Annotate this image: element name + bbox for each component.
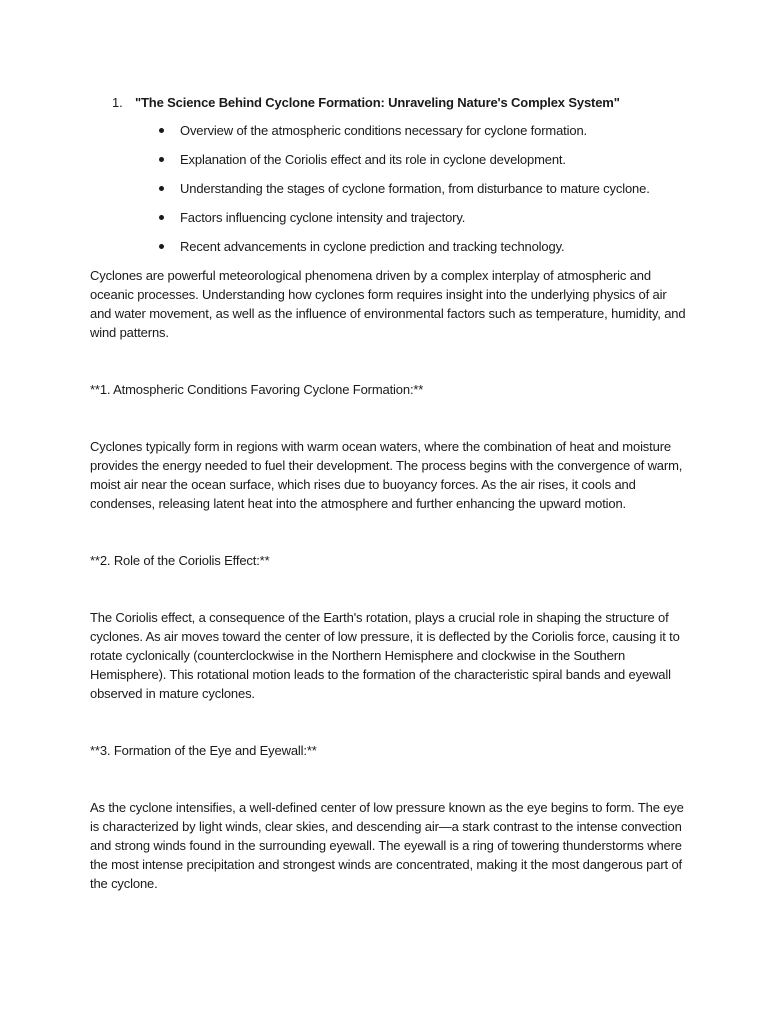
bullet-text: Understanding the stages of cyclone formation, from disturbance to mature cyclone. — [180, 181, 650, 196]
bullet-item — [158, 179, 690, 198]
section-paragraph: Cyclones typically form in regions with warm ocean waters, where the combination of heat and moisture provides the energy needed to fuel their development. The process begins with the convergence of warm, moist air near the ocean surface, which rises due to buoyancy forces. As the air rises, it cools and condenses, releasing latent heat into the atmosphere and further enhancing the upward motion. — [90, 439, 683, 511]
outline-item — [112, 93, 690, 112]
bullet-text: Factors influencing cyclone intensity and trajectory. — [180, 210, 466, 225]
bullet-item — [158, 237, 690, 256]
section-heading: **3. Formation of the Eye and Eyewall:** — [90, 743, 317, 758]
bullet-item — [158, 208, 690, 227]
bullet-item — [158, 121, 690, 140]
outline-bullet-list — [158, 121, 690, 256]
bullet-text: Explanation of the Coriolis effect and its role in cyclone development. — [180, 152, 566, 167]
section-heading: **1. Atmospheric Conditions Favoring Cyclone Formation:** — [90, 382, 424, 397]
bullet-text: Overview of the atmospheric conditions necessary for cyclone formation. — [180, 123, 587, 138]
section-paragraph: The Coriolis effect, a consequence of the Earth's rotation, plays a crucial role in shaping the structure of cyclones. As air moves toward the center of low pressure, it is deflected by the Coriolis force, causing it to rotate cyclonically (counterclockwise in the Northern Hemisphere and clockwise in the Southern Hemisphere). This rotational motion leads to the formation of the characteristic spiral bands and eyewall observed in mature cyclones. — [90, 610, 680, 701]
intro-paragraph: Cyclones are powerful meteorological phenomena driven by a complex interplay of atmospheric and oceanic processes. Understanding how cyclones form requires insight into the underlying physics of air and water movement, as well as the influence of environmental factors such as temperature, humidity, and wind patterns. — [90, 268, 686, 340]
outline-number: 1. — [112, 95, 123, 110]
bullet-icon — [158, 121, 180, 140]
bullet-icon — [158, 179, 180, 198]
bullet-icon — [158, 237, 180, 256]
bullet-text: Recent advancements in cyclone prediction and tracking technology. — [180, 239, 565, 254]
section-heading: **2. Role of the Coriolis Effect:** — [90, 553, 270, 568]
bullet-item — [158, 150, 690, 169]
outline-title: "The Science Behind Cyclone Formation: Unraveling Nature's Complex System" — [135, 95, 620, 110]
section-paragraph: As the cyclone intensifies, a well-defined center of low pressure known as the eye begins to form. The eye is characterized by light winds, clear skies, and descending air—a stark contrast to the intense convection and strong winds found in the surrounding eyewall. The eyewall is a ring of towering thunderstorms where the most intense precipitation and strongest winds are concentrated, making it the most dangerous part of the cyclone. — [90, 800, 684, 891]
bullet-icon — [158, 150, 180, 169]
bullet-icon — [158, 208, 180, 227]
document-content — [90, 93, 690, 893]
